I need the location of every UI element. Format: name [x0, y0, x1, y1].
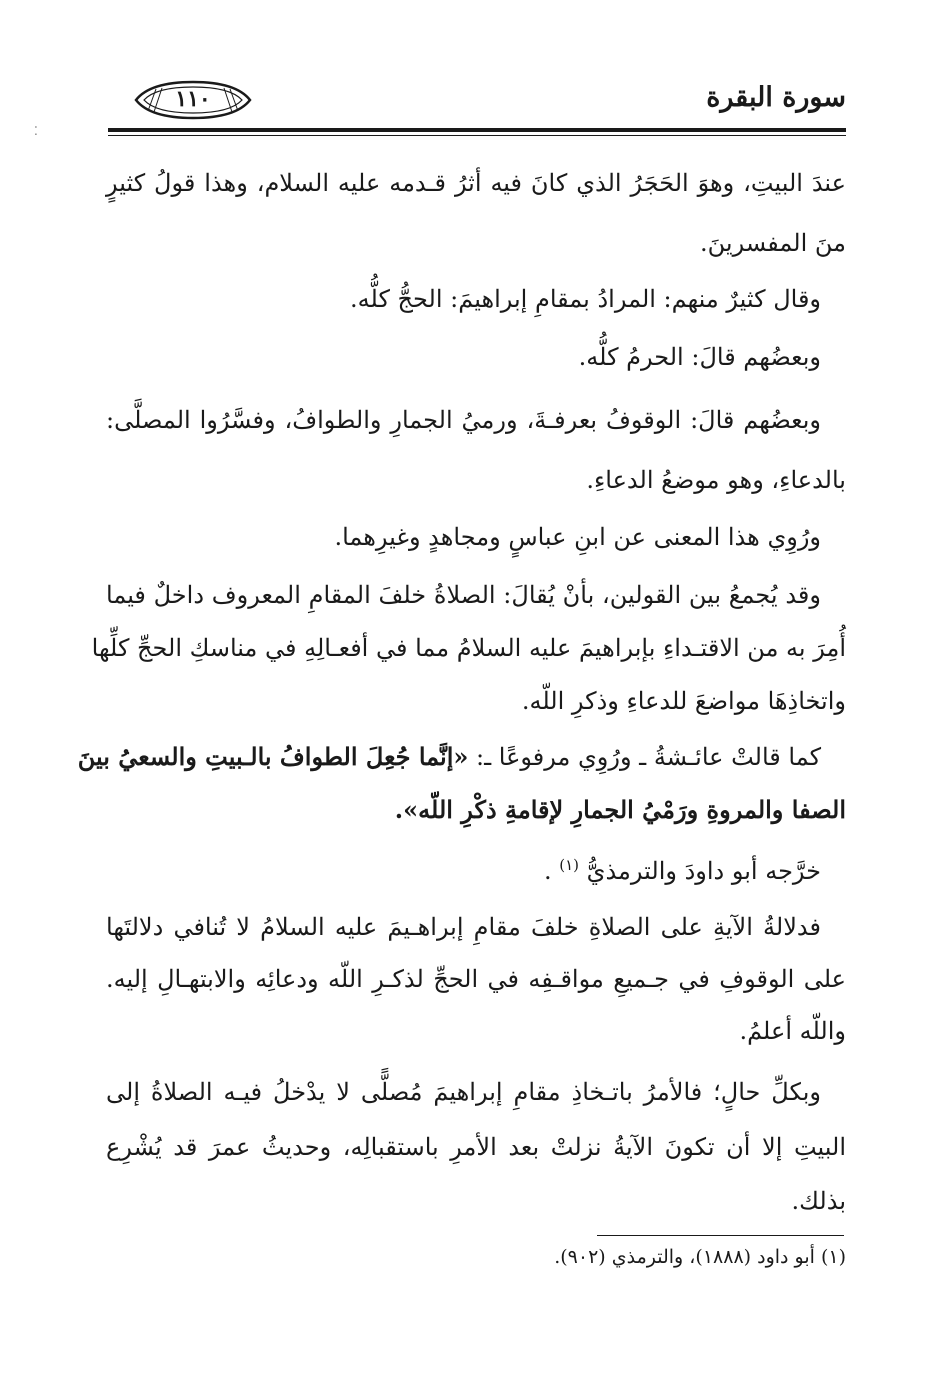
text-span: كما قالتْ عائـشةُ ـ ورُوِي مرفوعًا ـ: [476, 743, 821, 771]
hadith-quote-line: الصفا والمروةِ ورَمْيُ الجمارِ لإقامةِ ذكْرِ اللّه». [394, 795, 846, 824]
text-line: وبعضُهم قالَ: الحرمُ كلُّه. [578, 343, 821, 371]
text-line: وبكلِّ حالٍ؛ فالأمرُ باتـخاذِ مقامِ إبراهيمَ مُصلًّى لا يدْخلُ فيـه الصلاةُ إلى [106, 1078, 821, 1106]
citation-line [106, 848, 821, 885]
margin-speck: ⁚ [34, 124, 38, 138]
page-number-badge [130, 80, 256, 120]
page-number: ١١٠ [175, 86, 211, 112]
text-line: بالدعاءِ، وهو موضعُ الدعاءِ. [586, 466, 846, 494]
footnote-rule [597, 1235, 844, 1236]
text-line: على الوقوفِ في جـميعِ مواقـفِه في الحجِّ لذكـرِ اللّه ودعائِه والابتهـالِ إليه. [106, 965, 846, 993]
hadith-line [77, 740, 821, 774]
text-line: وقد يُجمعُ بين القولين، بأنْ يُقالَ: الصلاةُ خلفَ المقامِ المعروف داخلٌ فيما [106, 581, 821, 609]
text-line: أُمِرَ به من الاقتـداءِ بإبراهيمَ عليه السلامُ مما في أفعـالِهِ في مناسكِ الحجِّ كلِّها [91, 634, 846, 662]
header-rule-thick [108, 128, 846, 132]
text-line: منَ المفسرينَ. [700, 229, 846, 257]
header-rule-thin [108, 135, 846, 136]
text-span: . [543, 857, 552, 885]
hadith-quote: «إنَّما جُعِلَ الطوافُ بالـبيتِ والسعيُ بينَ [77, 742, 469, 771]
text-line: بذلك. [791, 1187, 846, 1215]
text-line: ورُوِي هذا المعنى عن ابنِ عباسٍ ومجاهدٍ وغيرِهما. [334, 523, 821, 551]
text-line: عندَ البيتِ، وهوَ الحَجَرُ الذي كانَ فيه أثرُ قـدمه عليه السلام، وهذا قولُ كثيرٍ [106, 169, 846, 197]
footnote: (١) أبو داود (١٨٨٨)، والترمذي (٩٠٢). [554, 1246, 846, 1268]
surah-title: سورة البقرة [706, 82, 846, 113]
text-line: واتخاذِهَا مواضعَ للدعاءِ وذكرِ اللّه. [521, 687, 846, 715]
page-header [108, 78, 846, 128]
text-line: واللّه أعلمُ. [739, 1017, 846, 1045]
text-line: وبعضُهم قالَ: الوقوفُ بعرفـةَ، ورميُ الجمارِ والطوافُ، وفسَّرُوا المصلَّى: [106, 406, 821, 434]
text-span: خرَّجه أبو داودَ والترمذيُّ [586, 857, 821, 885]
text-line: البيتِ إلا أن تكونَ الآيةُ نزلتْ بعد الأمرِ باستقبالِه، وحديثُ عمرَ قد يُشْرِع [106, 1133, 846, 1161]
text-line: فدلالةُ الآيةِ على الصلاةِ خلفَ مقامِ إبراهـيمَ عليه السلامُ لا تُنافي دلالتَها [106, 913, 821, 941]
footnote-marker: (١) [559, 856, 580, 874]
text-line: وقال كثيرٌ منهم: المرادُ بمقامِ إبراهيمَ: الحجُّ كلُّه. [350, 285, 821, 313]
